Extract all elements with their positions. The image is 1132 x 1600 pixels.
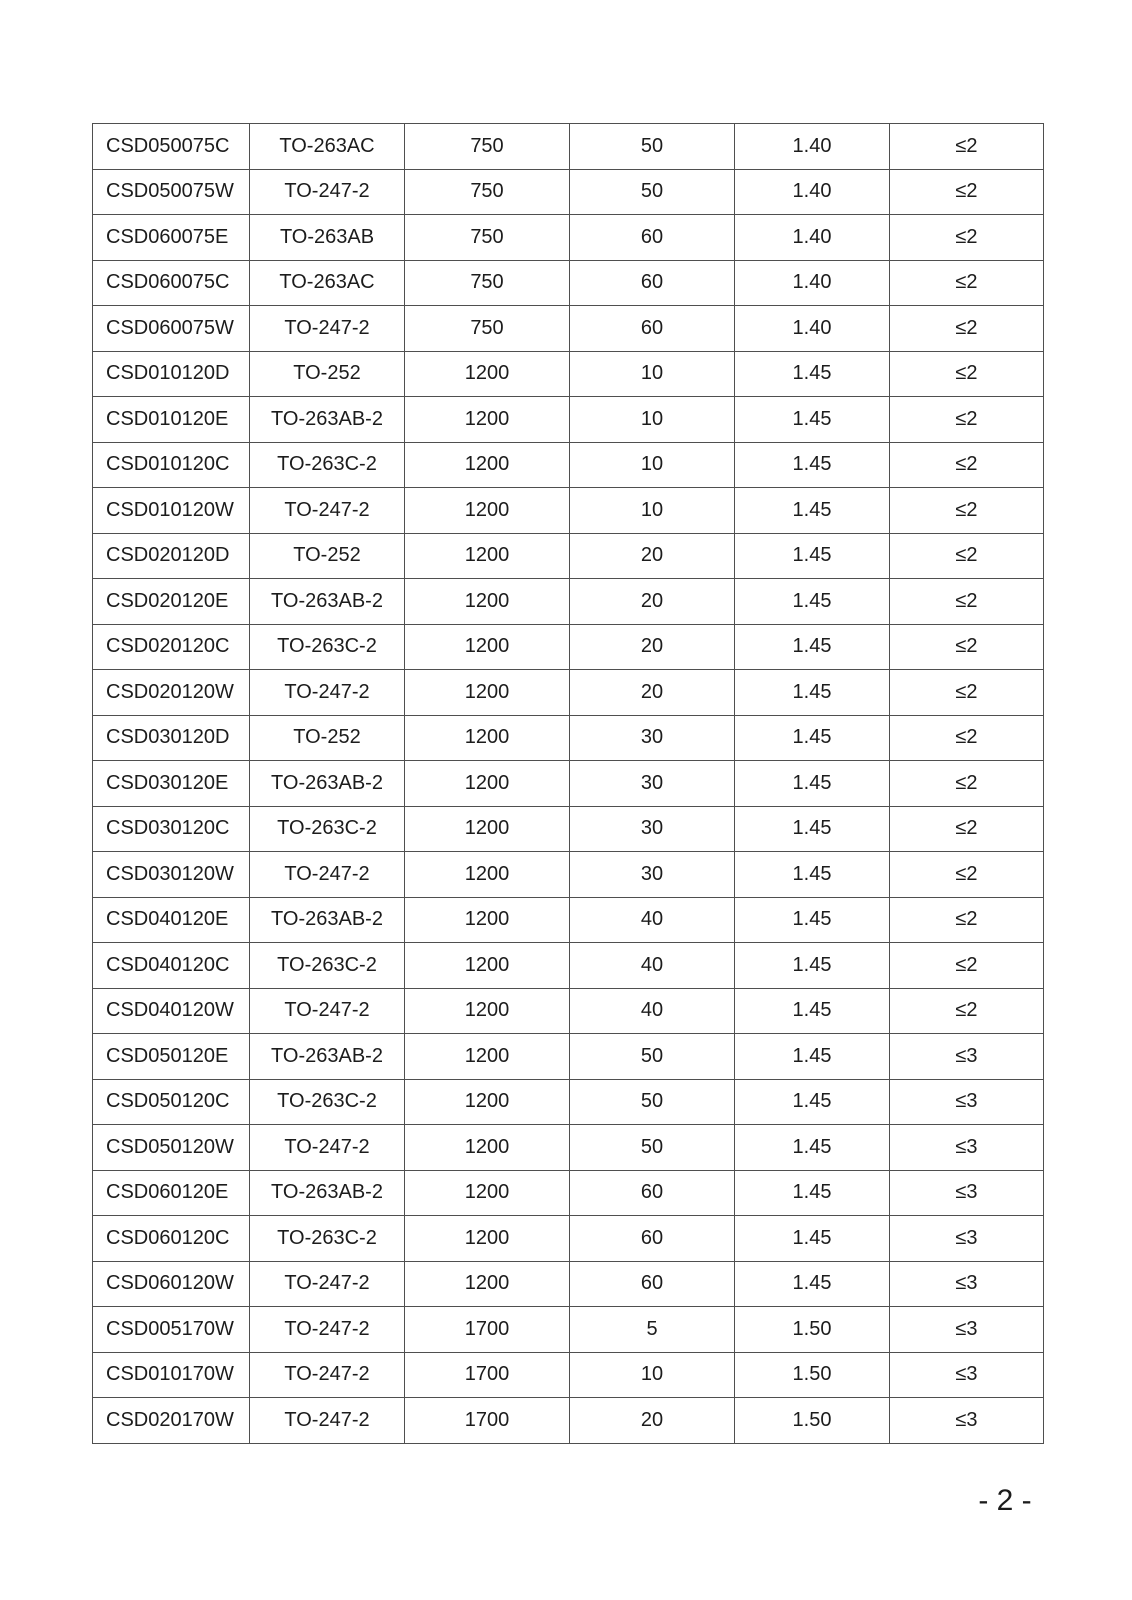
table-cell: CSD060075C [93, 260, 250, 306]
table-cell: 50 [570, 1034, 735, 1080]
table-cell: 1.45 [735, 351, 890, 397]
table-cell: 20 [570, 1398, 735, 1444]
table-cell: 1.40 [735, 215, 890, 261]
table-cell: TO-263C-2 [250, 806, 405, 852]
table-cell: CSD060075E [93, 215, 250, 261]
table-row [93, 533, 1044, 579]
table-cell: ≤2 [890, 761, 1044, 807]
table-cell: TO-263AB-2 [250, 761, 405, 807]
table-cell: 1.45 [735, 1034, 890, 1080]
table-cell: 1200 [405, 761, 570, 807]
table-cell: CSD010170W [93, 1352, 250, 1398]
table-cell: ≤2 [890, 852, 1044, 898]
table-cell: 30 [570, 761, 735, 807]
table-cell: 750 [405, 306, 570, 352]
table-cell: 20 [570, 670, 735, 716]
table-cell: 60 [570, 1216, 735, 1262]
table-cell: 1200 [405, 488, 570, 534]
table-row [93, 1261, 1044, 1307]
table-cell: 1.45 [735, 1079, 890, 1125]
table-row [93, 670, 1044, 716]
table-cell: CSD050120E [93, 1034, 250, 1080]
table-cell: 1.45 [735, 715, 890, 761]
table-cell: 1700 [405, 1307, 570, 1353]
table-row [93, 1216, 1044, 1262]
table-cell: 1.45 [735, 806, 890, 852]
table-cell: 1200 [405, 579, 570, 625]
table-row [93, 397, 1044, 443]
table-cell: 1.45 [735, 624, 890, 670]
table-row [93, 124, 1044, 170]
table-cell: CSD050075W [93, 169, 250, 215]
table-cell: ≤2 [890, 533, 1044, 579]
table-cell: 1.45 [735, 533, 890, 579]
table-cell: TO-247-2 [250, 1398, 405, 1444]
table-cell: 1.45 [735, 670, 890, 716]
table-cell: 1.45 [735, 442, 890, 488]
table-cell: 60 [570, 215, 735, 261]
table-cell: ≤2 [890, 215, 1044, 261]
table-cell: 50 [570, 1125, 735, 1171]
table-cell: ≤2 [890, 397, 1044, 443]
table-cell: TO-247-2 [250, 1307, 405, 1353]
table-cell: TO-247-2 [250, 1352, 405, 1398]
table-cell: ≤3 [890, 1034, 1044, 1080]
table-cell: TO-263C-2 [250, 1079, 405, 1125]
table-cell: 60 [570, 306, 735, 352]
table-cell: TO-263AC [250, 260, 405, 306]
table-cell: 1200 [405, 397, 570, 443]
table-cell: TO-263C-2 [250, 624, 405, 670]
table-cell: CSD040120C [93, 943, 250, 989]
table-cell: CSD030120W [93, 852, 250, 898]
table-row [93, 1079, 1044, 1125]
table-cell: 1.50 [735, 1352, 890, 1398]
table-cell: CSD020120C [93, 624, 250, 670]
table-row [93, 897, 1044, 943]
table-cell: 60 [570, 260, 735, 306]
table-cell: CSD020120D [93, 533, 250, 579]
table-cell: CSD060075W [93, 306, 250, 352]
table-cell: 1.45 [735, 852, 890, 898]
table-cell: CSD010120D [93, 351, 250, 397]
table-cell: ≤3 [890, 1352, 1044, 1398]
table-row [93, 1398, 1044, 1444]
table-cell: TO-247-2 [250, 306, 405, 352]
table-cell: ≤3 [890, 1216, 1044, 1262]
table-cell: 1.45 [735, 1261, 890, 1307]
table-cell: TO-263AB [250, 215, 405, 261]
table-cell: 10 [570, 351, 735, 397]
table-cell: 30 [570, 715, 735, 761]
table-cell: CSD010120W [93, 488, 250, 534]
table-cell: 40 [570, 943, 735, 989]
table-cell: TO-263C-2 [250, 1216, 405, 1262]
table-cell: 1.45 [735, 943, 890, 989]
table-row [93, 579, 1044, 625]
table-cell: 1200 [405, 715, 570, 761]
table-cell: 20 [570, 579, 735, 625]
page-number: - 2 - [978, 1484, 1032, 1517]
table-cell: 750 [405, 124, 570, 170]
table-cell: 1.45 [735, 1216, 890, 1262]
table-cell: 60 [570, 1170, 735, 1216]
table-row [93, 761, 1044, 807]
table-cell: 1200 [405, 1170, 570, 1216]
table-cell: 1200 [405, 897, 570, 943]
table-cell: 1.45 [735, 579, 890, 625]
table-cell: CSD020170W [93, 1398, 250, 1444]
table-row [93, 988, 1044, 1034]
table-cell: 50 [570, 1079, 735, 1125]
table-cell: TO-247-2 [250, 670, 405, 716]
table-cell: 30 [570, 852, 735, 898]
table-cell: CSD010120E [93, 397, 250, 443]
table-row [93, 169, 1044, 215]
table-cell: TO-247-2 [250, 169, 405, 215]
table-cell: 750 [405, 169, 570, 215]
table-row [93, 806, 1044, 852]
table-cell: ≤2 [890, 351, 1044, 397]
table-cell: ≤2 [890, 488, 1044, 534]
table-cell: CSD050120W [93, 1125, 250, 1171]
table-cell: 1.45 [735, 761, 890, 807]
table-row [93, 1307, 1044, 1353]
table-cell: 1200 [405, 351, 570, 397]
table-row [93, 306, 1044, 352]
table-cell: ≤2 [890, 670, 1044, 716]
table-row [93, 215, 1044, 261]
table-cell: ≤2 [890, 806, 1044, 852]
table-cell: CSD010120C [93, 442, 250, 488]
table-cell: 40 [570, 897, 735, 943]
table-cell: 1.45 [735, 1170, 890, 1216]
table-cell: 1.45 [735, 1125, 890, 1171]
table-row [93, 1170, 1044, 1216]
table-cell: 40 [570, 988, 735, 1034]
table-cell: ≤2 [890, 715, 1044, 761]
table-cell: CSD050075C [93, 124, 250, 170]
table-cell: ≤3 [890, 1261, 1044, 1307]
table-row [93, 943, 1044, 989]
table-cell: TO-263C-2 [250, 943, 405, 989]
table-cell: CSD060120C [93, 1216, 250, 1262]
table-row [93, 351, 1044, 397]
table-cell: TO-263C-2 [250, 442, 405, 488]
table-cell: ≤2 [890, 442, 1044, 488]
table-cell: 10 [570, 397, 735, 443]
table-cell: 1.40 [735, 306, 890, 352]
table-cell: 5 [570, 1307, 735, 1353]
table-cell: 1.50 [735, 1307, 890, 1353]
table-row [93, 1034, 1044, 1080]
table-cell: 50 [570, 169, 735, 215]
table-cell: TO-252 [250, 351, 405, 397]
table-cell: CSD030120D [93, 715, 250, 761]
table-cell: 1200 [405, 533, 570, 579]
table-cell: 1200 [405, 943, 570, 989]
table-row [93, 260, 1044, 306]
table-cell: 1.45 [735, 488, 890, 534]
table-cell: TO-263AB-2 [250, 397, 405, 443]
table-cell: TO-263AC [250, 124, 405, 170]
table-cell: 1200 [405, 1261, 570, 1307]
table-cell: CSD060120W [93, 1261, 250, 1307]
table-row [93, 715, 1044, 761]
table-cell: 1200 [405, 442, 570, 488]
table-cell: ≤3 [890, 1170, 1044, 1216]
table-row [93, 442, 1044, 488]
table-cell: 1200 [405, 1034, 570, 1080]
table-cell: 50 [570, 124, 735, 170]
table-cell: 10 [570, 1352, 735, 1398]
table-cell: CSD040120W [93, 988, 250, 1034]
table-row [93, 1352, 1044, 1398]
table-cell: 20 [570, 624, 735, 670]
table-cell: 1200 [405, 1216, 570, 1262]
table-cell: ≤3 [890, 1398, 1044, 1444]
table-cell: ≤2 [890, 579, 1044, 625]
table-cell: TO-263AB-2 [250, 1034, 405, 1080]
table-cell: TO-247-2 [250, 988, 405, 1034]
table-cell: 10 [570, 442, 735, 488]
table-cell: 60 [570, 1261, 735, 1307]
table-body [93, 124, 1044, 1444]
table-cell: 1200 [405, 1125, 570, 1171]
table-cell: TO-263AB-2 [250, 897, 405, 943]
table-cell: CSD040120E [93, 897, 250, 943]
table-cell: ≤3 [890, 1125, 1044, 1171]
table-cell: 1.45 [735, 988, 890, 1034]
table-cell: ≤2 [890, 306, 1044, 352]
table-cell: 1200 [405, 806, 570, 852]
table-cell: ≤2 [890, 988, 1044, 1034]
table-cell: ≤3 [890, 1307, 1044, 1353]
table-cell: CSD030120C [93, 806, 250, 852]
table-cell: 10 [570, 488, 735, 534]
table-cell: 1.40 [735, 124, 890, 170]
table-cell: ≤3 [890, 1079, 1044, 1125]
table-cell: 1200 [405, 670, 570, 716]
table-cell: 1200 [405, 1079, 570, 1125]
product-selection-table [92, 123, 1044, 1444]
table-cell: TO-247-2 [250, 1261, 405, 1307]
table-cell: 750 [405, 215, 570, 261]
table-cell: 1200 [405, 988, 570, 1034]
table-cell: 1.45 [735, 397, 890, 443]
table-cell: 750 [405, 260, 570, 306]
table-cell: TO-252 [250, 715, 405, 761]
table-cell: 1.40 [735, 169, 890, 215]
table-cell: CSD020120E [93, 579, 250, 625]
table-cell: TO-247-2 [250, 488, 405, 534]
table-cell: TO-252 [250, 533, 405, 579]
table-cell: CSD060120E [93, 1170, 250, 1216]
table-cell: 1200 [405, 852, 570, 898]
table-cell: TO-263AB-2 [250, 1170, 405, 1216]
table-row [93, 624, 1044, 670]
table-cell: 1700 [405, 1398, 570, 1444]
table-cell: CSD050120C [93, 1079, 250, 1125]
table-cell: 1.45 [735, 897, 890, 943]
table-row [93, 488, 1044, 534]
table-cell: ≤2 [890, 897, 1044, 943]
table-cell: CSD020120W [93, 670, 250, 716]
table-cell: TO-247-2 [250, 852, 405, 898]
table-cell: 30 [570, 806, 735, 852]
table-cell: ≤2 [890, 169, 1044, 215]
table-cell: ≤2 [890, 943, 1044, 989]
table-cell: 1700 [405, 1352, 570, 1398]
table-cell: CSD005170W [93, 1307, 250, 1353]
table-cell: 1.50 [735, 1398, 890, 1444]
table-cell: ≤2 [890, 260, 1044, 306]
table-cell: ≤2 [890, 624, 1044, 670]
table-cell: 20 [570, 533, 735, 579]
table-cell: CSD030120E [93, 761, 250, 807]
table-cell: ≤2 [890, 124, 1044, 170]
table-cell: 1200 [405, 624, 570, 670]
table-row [93, 1125, 1044, 1171]
table-row [93, 852, 1044, 898]
table-cell: TO-247-2 [250, 1125, 405, 1171]
table-cell: TO-263AB-2 [250, 579, 405, 625]
table-cell: 1.40 [735, 260, 890, 306]
